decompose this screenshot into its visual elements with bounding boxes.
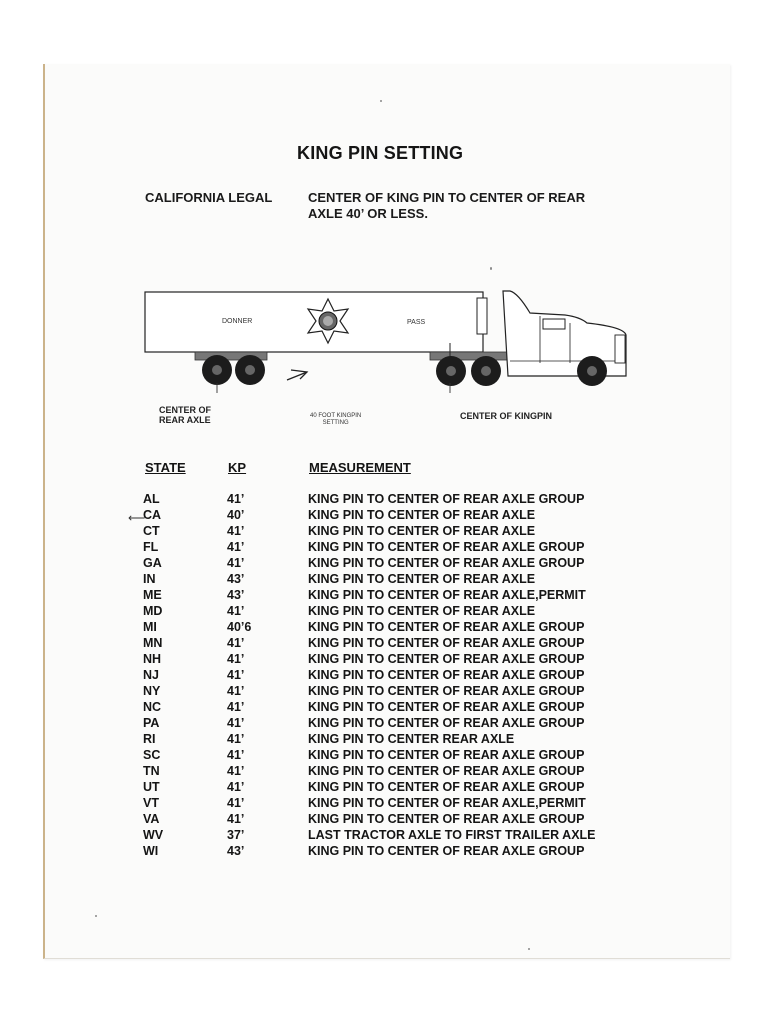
cell-measurement: KING PIN TO CENTER OF REAR AXLE GROUP xyxy=(308,652,585,666)
cell-kp: 41’ xyxy=(227,732,245,746)
cell-measurement: KING PIN TO CENTER OF REAR AXLE GROUP xyxy=(308,540,585,554)
cell-kp: 41’ xyxy=(227,636,245,650)
table-row xyxy=(143,651,596,667)
cell-kp: 41’ xyxy=(227,684,245,698)
cell-state: ME xyxy=(143,588,162,602)
table-row xyxy=(143,667,596,683)
cell-kp: 41’ xyxy=(227,764,245,778)
cell-kp: 40’ xyxy=(227,508,245,522)
header-kp: KP xyxy=(228,460,247,475)
cell-kp: 41’ xyxy=(227,780,245,794)
table-row xyxy=(143,699,596,715)
cell-measurement: KING PIN TO CENTER OF REAR AXLE,PERMIT xyxy=(308,588,586,602)
cell-measurement: KING PIN TO CENTER OF REAR AXLE GROUP xyxy=(308,492,585,506)
table-row xyxy=(143,603,596,619)
cell-kp: 41’ xyxy=(227,812,245,826)
cell-measurement: KING PIN TO CENTER OF REAR AXLE xyxy=(308,572,536,586)
cell-state: AL xyxy=(143,492,160,506)
table-row xyxy=(143,539,596,555)
truck-diagram xyxy=(140,283,640,393)
table-row xyxy=(143,683,596,699)
center-of-kingpin-label: CENTER OF KINGPIN xyxy=(460,411,553,421)
table-row xyxy=(143,715,596,731)
table-row xyxy=(143,763,596,779)
cell-state: MI xyxy=(143,620,157,634)
cell-state: TN xyxy=(143,764,160,778)
cell-state: MD xyxy=(143,604,163,618)
cell-state: VA xyxy=(143,812,160,826)
table-row xyxy=(143,619,596,635)
header-state: STATE xyxy=(145,460,186,475)
cell-kp: 41’ xyxy=(227,524,245,538)
cell-kp: 40’6 xyxy=(227,620,252,634)
cell-measurement: KING PIN TO CENTER OF REAR AXLE xyxy=(308,508,536,522)
cell-measurement: KING PIN TO CENTER OF REAR AXLE GROUP xyxy=(308,780,585,794)
table-row xyxy=(143,587,596,603)
table-row xyxy=(143,811,596,827)
scan-speck xyxy=(490,267,492,270)
cell-measurement: LAST TRACTOR AXLE TO FIRST TRAILER AXLE xyxy=(308,828,596,842)
cell-state: NJ xyxy=(143,668,159,682)
cell-state: GA xyxy=(143,556,162,570)
cell-measurement: KING PIN TO CENTER OF REAR AXLE GROUP xyxy=(308,668,585,682)
trailer-box xyxy=(145,292,483,352)
cell-state: WI xyxy=(143,844,159,858)
cell-measurement: KING PIN TO CENTER OF REAR AXLE GROUP xyxy=(308,636,585,650)
cell-measurement: KING PIN TO CENTER OF REAR AXLE GROUP xyxy=(308,684,585,698)
cell-kp: 41’ xyxy=(227,716,245,730)
cell-measurement: KING PIN TO CENTER OF REAR AXLE GROUP xyxy=(308,700,585,714)
cell-kp: 41’ xyxy=(227,748,245,762)
scan-speck xyxy=(528,948,530,950)
cell-state: MN xyxy=(143,636,163,650)
table-row xyxy=(143,827,596,843)
cell-kp: 37’ xyxy=(227,828,245,842)
california-legal-label: CALIFORNIA LEGAL xyxy=(145,190,273,205)
table-row xyxy=(143,843,596,859)
scan-speck xyxy=(95,915,97,917)
table-row xyxy=(143,491,596,507)
cell-measurement: KING PIN TO CENTER OF REAR AXLE GROUP xyxy=(308,620,585,634)
cell-kp: 41’ xyxy=(227,700,245,714)
center-of-rear-axle-label: CENTER OF REAR AXLE xyxy=(159,405,212,425)
cell-measurement: KING PIN TO CENTER OF REAR AXLE GROUP xyxy=(308,556,585,570)
cell-measurement: KING PIN TO CENTER REAR AXLE xyxy=(308,732,515,746)
handwritten-tick-mark: ⟵ xyxy=(128,511,146,525)
tractor-cab xyxy=(503,291,626,376)
cell-kp: 41’ xyxy=(227,604,245,618)
table-row xyxy=(143,795,596,811)
cell-kp: 41’ xyxy=(227,492,245,506)
table-row xyxy=(143,507,596,523)
cell-kp: 41’ xyxy=(227,556,245,570)
cell-kp: 41’ xyxy=(227,540,245,554)
cell-state: IN xyxy=(143,572,156,586)
cell-measurement: KING PIN TO CENTER OF REAR AXLE GROUP xyxy=(308,844,585,858)
table-row xyxy=(143,635,596,651)
cell-measurement: KING PIN TO CENTER OF REAR AXLE xyxy=(308,604,536,618)
trailer-reefer-unit xyxy=(477,298,487,334)
table-row xyxy=(143,731,596,747)
cell-state: FL xyxy=(143,540,159,554)
cell-kp: 41’ xyxy=(227,668,245,682)
cell-measurement: KING PIN TO CENTER OF REAR AXLE,PERMIT xyxy=(308,796,586,810)
table-row xyxy=(143,779,596,795)
table-row xyxy=(143,555,596,571)
cell-state: CA xyxy=(143,508,162,522)
cell-state: SC xyxy=(143,748,161,762)
cell-kp: 43’ xyxy=(227,588,245,602)
header-measurement: MEASUREMENT xyxy=(309,460,411,475)
cab-grille xyxy=(615,335,625,363)
cell-state: VT xyxy=(143,796,159,810)
cell-state: PA xyxy=(143,716,160,730)
cell-kp: 43’ xyxy=(227,572,245,586)
direction-arrow xyxy=(287,372,307,380)
kingpin-table xyxy=(143,491,596,859)
tractor-chassis xyxy=(430,352,510,360)
cell-kp: 43’ xyxy=(227,844,245,858)
cell-measurement: KING PIN TO CENTER OF REAR AXLE GROUP xyxy=(308,748,585,762)
cell-measurement: KING PIN TO CENTER OF REAR AXLE GROUP xyxy=(308,812,585,826)
trailer-text-pass: PASS xyxy=(407,319,426,326)
trailer-text-donner: DONNER xyxy=(222,318,253,325)
cell-kp: 41’ xyxy=(227,796,245,810)
table-row xyxy=(143,747,596,763)
cell-state: NH xyxy=(143,652,162,666)
cell-state: CT xyxy=(143,524,160,538)
cell-measurement: KING PIN TO CENTER OF REAR AXLE xyxy=(308,524,536,538)
california-legal-text: CENTER OF KING PIN TO CENTER OF REAR AXLE 40’ OR LESS. xyxy=(308,190,586,221)
table-row xyxy=(143,523,596,539)
cell-state: NY xyxy=(143,684,161,698)
cab-window xyxy=(543,319,565,329)
cell-state: UT xyxy=(143,780,160,794)
cell-state: WV xyxy=(143,828,164,842)
cell-kp: 41’ xyxy=(227,652,245,666)
cell-measurement: KING PIN TO CENTER OF REAR AXLE GROUP xyxy=(308,716,585,730)
table-row xyxy=(143,571,596,587)
scan-speck xyxy=(380,100,382,102)
cell-measurement: KING PIN TO CENTER OF REAR AXLE GROUP xyxy=(308,764,585,778)
page-title: KING PIN SETTING xyxy=(297,143,464,163)
cell-state: NC xyxy=(143,700,162,714)
cell-state: RI xyxy=(143,732,156,746)
kingpin-setting-label: 40 FOOT KINGPIN SETTING xyxy=(310,413,362,426)
